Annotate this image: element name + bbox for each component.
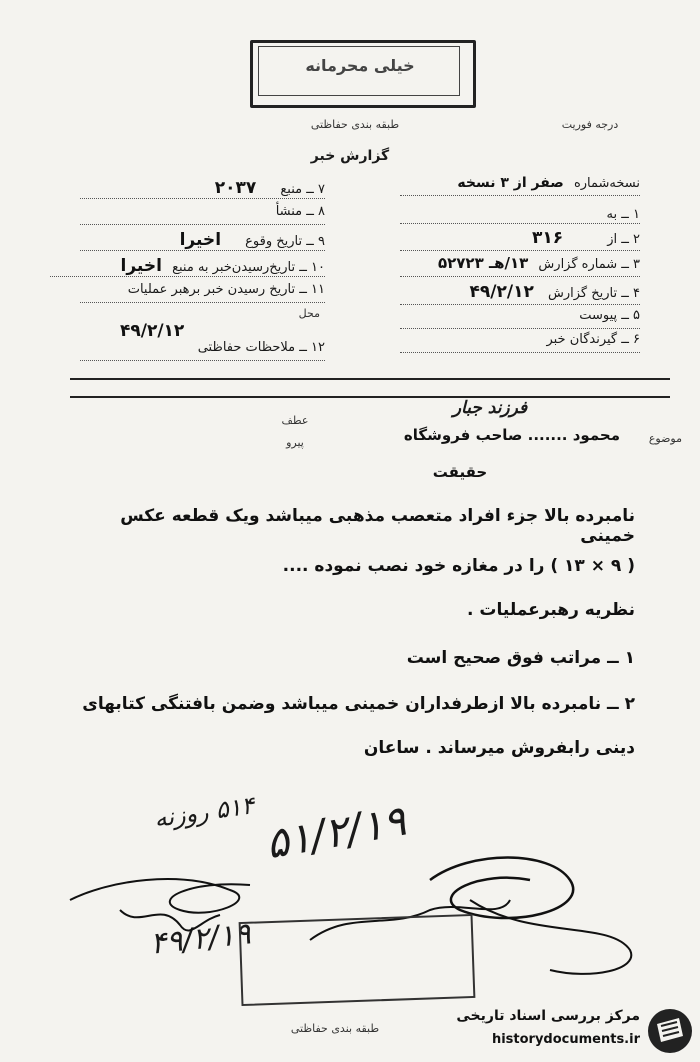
archive-center-name: مرکز بررسی اسناد تاریخی — [456, 1008, 640, 1024]
followup-label: پیرو — [286, 436, 304, 449]
occurrence-date-row — [80, 230, 325, 251]
security-notes-row — [80, 340, 325, 361]
field-label: ۵ ــ پیوست — [579, 308, 640, 323]
origin-row — [80, 204, 325, 225]
subject-label: موضوع — [648, 432, 682, 445]
stamp-text: خیلی محرمانه — [305, 56, 415, 75]
recipients-row — [400, 332, 640, 353]
field-label: ۲ ــ از — [607, 232, 640, 247]
to-row — [400, 203, 640, 224]
news-to-source-row — [50, 256, 325, 277]
field-value: ۲۰۳۷ — [214, 178, 257, 198]
bottom-stamp — [239, 914, 476, 1006]
news-to-leader-row — [80, 282, 325, 303]
body-heading: حقیقت — [432, 463, 488, 481]
opinion-item-1: ۱ ــ مراتب فوق صحیح است — [406, 648, 635, 668]
footer-classification-label: طبقه بندی حفاظتی — [290, 1022, 380, 1035]
field-value: ۳۱۶ — [531, 228, 564, 248]
report-date-row — [400, 282, 640, 305]
priority-label: درجه فوریت — [561, 118, 619, 131]
field-label: ۳ ــ شماره گزارش — [538, 257, 640, 272]
report-number-row — [400, 254, 640, 277]
copy-number-row — [400, 175, 640, 196]
subject-name: محمود ....... صاحب فروشگاه — [403, 426, 620, 444]
field-label: محل — [298, 307, 320, 320]
field-value: اخیرا — [120, 256, 162, 276]
field-value: ۴۹/۲/۱۲ — [469, 282, 534, 302]
field-label: ۸ ــ منشأ — [275, 204, 325, 219]
opinion-item-2: ۲ ــ نامبرده بالا ازطرفداران خمینی میباشد وضمن بافتنگی کتابهای — [82, 694, 635, 714]
field-label: ۱۲ ــ ملاحظات حفاظتی — [197, 340, 325, 355]
body-paragraph-1: نامبرده بالا جزء افراد متعصب مذهبی میباشد ویک قطعه عکس خمینی — [120, 506, 635, 546]
report-title: گزارش خبر — [310, 148, 390, 164]
archive-logo-icon — [645, 1006, 695, 1056]
field-label: نسخه‌شماره — [573, 176, 640, 191]
field-value: ۴۹/۲/۱۲ — [120, 321, 185, 341]
handwritten-date-2: ۴۹/۲/۱۹ — [148, 916, 253, 962]
handwritten-date-1: ۵۱/۲/۱۹ — [262, 795, 410, 869]
field-value: ۱۳/هـ ۵۲۷۲۳ — [437, 254, 529, 272]
opinion-item-2-continued: دینی رابفروش میرساند . ساعان — [363, 738, 635, 758]
place-row — [120, 306, 320, 342]
divider — [70, 396, 670, 398]
archive-site: historydocuments.ir — [491, 1032, 640, 1047]
field-label: ۶ ــ گیرندگان خبر — [546, 332, 640, 347]
field-label: ۴ ــ تاریخ گزارش — [548, 286, 640, 301]
reference-label: عطف — [281, 414, 309, 427]
leader-opinion: نظریه رهبرعملیات . — [467, 600, 635, 620]
signature-stroke-3 — [430, 858, 573, 919]
field-label: ۹ ــ تاریخ وقوع — [245, 234, 325, 249]
subject-handwritten: فرزند جبار — [452, 398, 528, 418]
field-label: ۱ ــ به — [606, 207, 640, 222]
field-label: ۱۰ ــ تاریخ‌رسیدن‌خبر به منبع — [172, 260, 325, 275]
classification-label: طبقه بندی حفاظتی — [310, 118, 400, 131]
from-row — [400, 228, 640, 251]
attachment-row — [400, 308, 640, 329]
field-value: اخیرا — [179, 230, 222, 250]
field-label: ۱۱ ــ تاریخ رسیدن خبر برهبر عملیات — [127, 282, 325, 297]
field-value: صفر از ۳ نسخه — [457, 175, 564, 191]
signature-stroke-1 — [70, 879, 250, 913]
field-label: ۷ ــ منبع — [280, 182, 325, 197]
divider — [70, 378, 670, 380]
body-paragraph-2: ( ۹ × ۱۳ ) را در مغازه خود نصب نموده .... — [282, 556, 635, 576]
archive-logo — [430, 1002, 700, 1062]
handwritten-note-1: ۵۱۴ روزنه — [152, 791, 256, 833]
source-row — [80, 178, 325, 199]
